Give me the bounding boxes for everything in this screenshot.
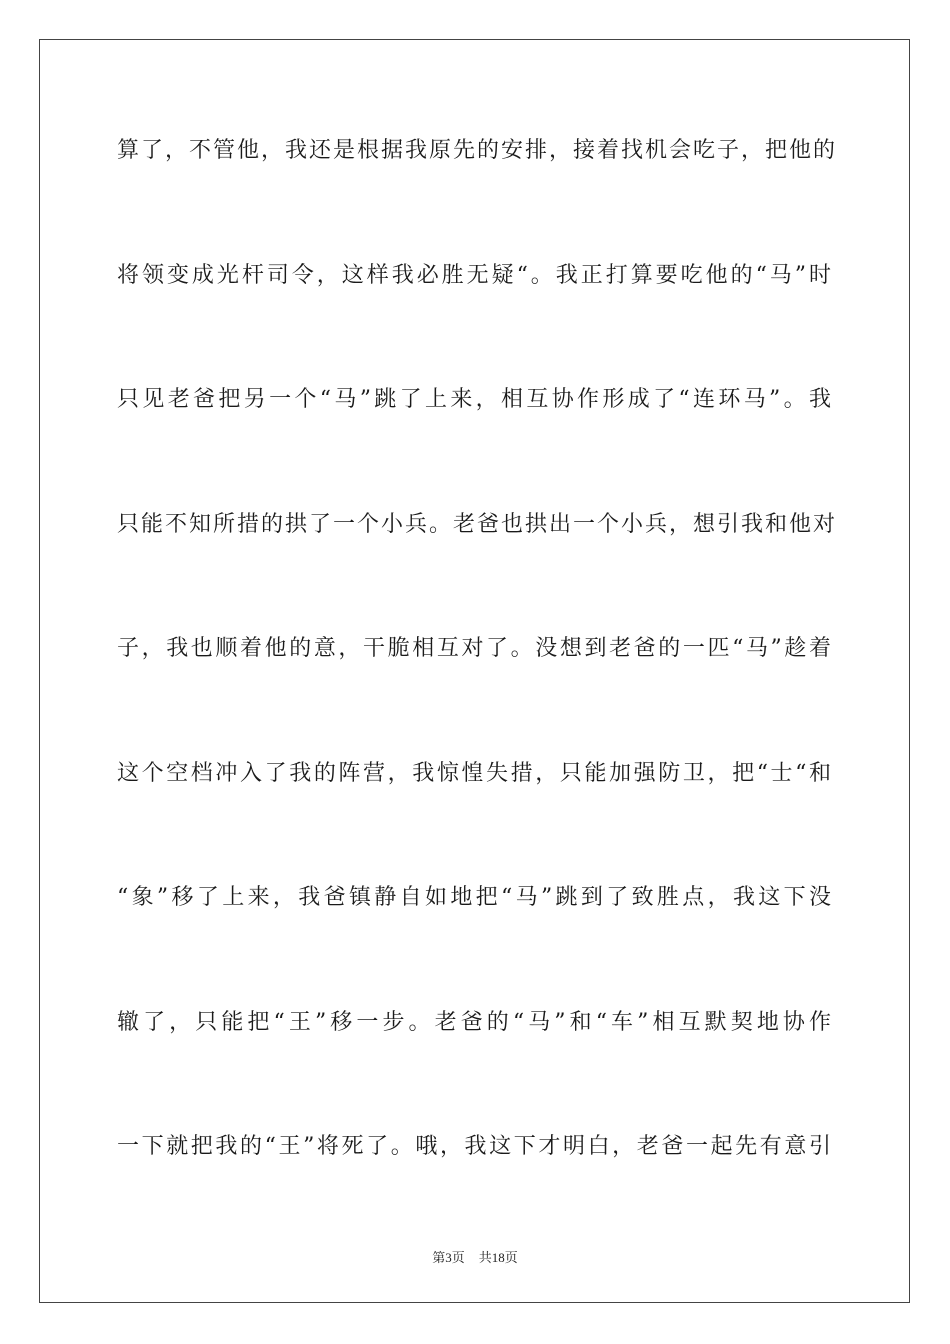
text-line: 只见老爸把另一个“马”跳了上来，相互协作形成了“连环马”。我 xyxy=(117,387,833,412)
text-line: 子，我也顺着他的意，干脆相互对了。没想到老爸的一匹“马”趁着 xyxy=(117,636,833,661)
text-line: 辙了，只能把“王”移一步。老爸的“马”和“车”相互默契地协作 xyxy=(117,1009,833,1035)
text-line: 一下就把我的“王”将死了。哦，我这下才明白，老爸一起先有意引 xyxy=(117,1134,833,1159)
page-number: 第3页 xyxy=(432,1250,465,1265)
total-pages: 共18页 xyxy=(478,1250,518,1265)
text-line: “象”移了上来，我爸镇静自如地把“马”跳到了致胜点，我这下没 xyxy=(117,885,833,910)
text-line: 只能不知所措的拱了一个小兵。老爸也拱出一个小兵，想引我和他对 xyxy=(117,511,838,537)
page-footer xyxy=(0,1248,950,1268)
text-line: 这个空档冲入了我的阵营，我惊惶失措，只能加强防卫，把“士“和 xyxy=(117,760,833,786)
text-line: 将领变成光杆司令，这样我必胜无疑“。我正打算要吃他的“马”时 xyxy=(117,262,833,288)
text-line: 算了，不管他，我还是根据我原先的安排，接着找机会吃子，把他的 xyxy=(117,138,838,163)
document-body xyxy=(117,118,838,1239)
